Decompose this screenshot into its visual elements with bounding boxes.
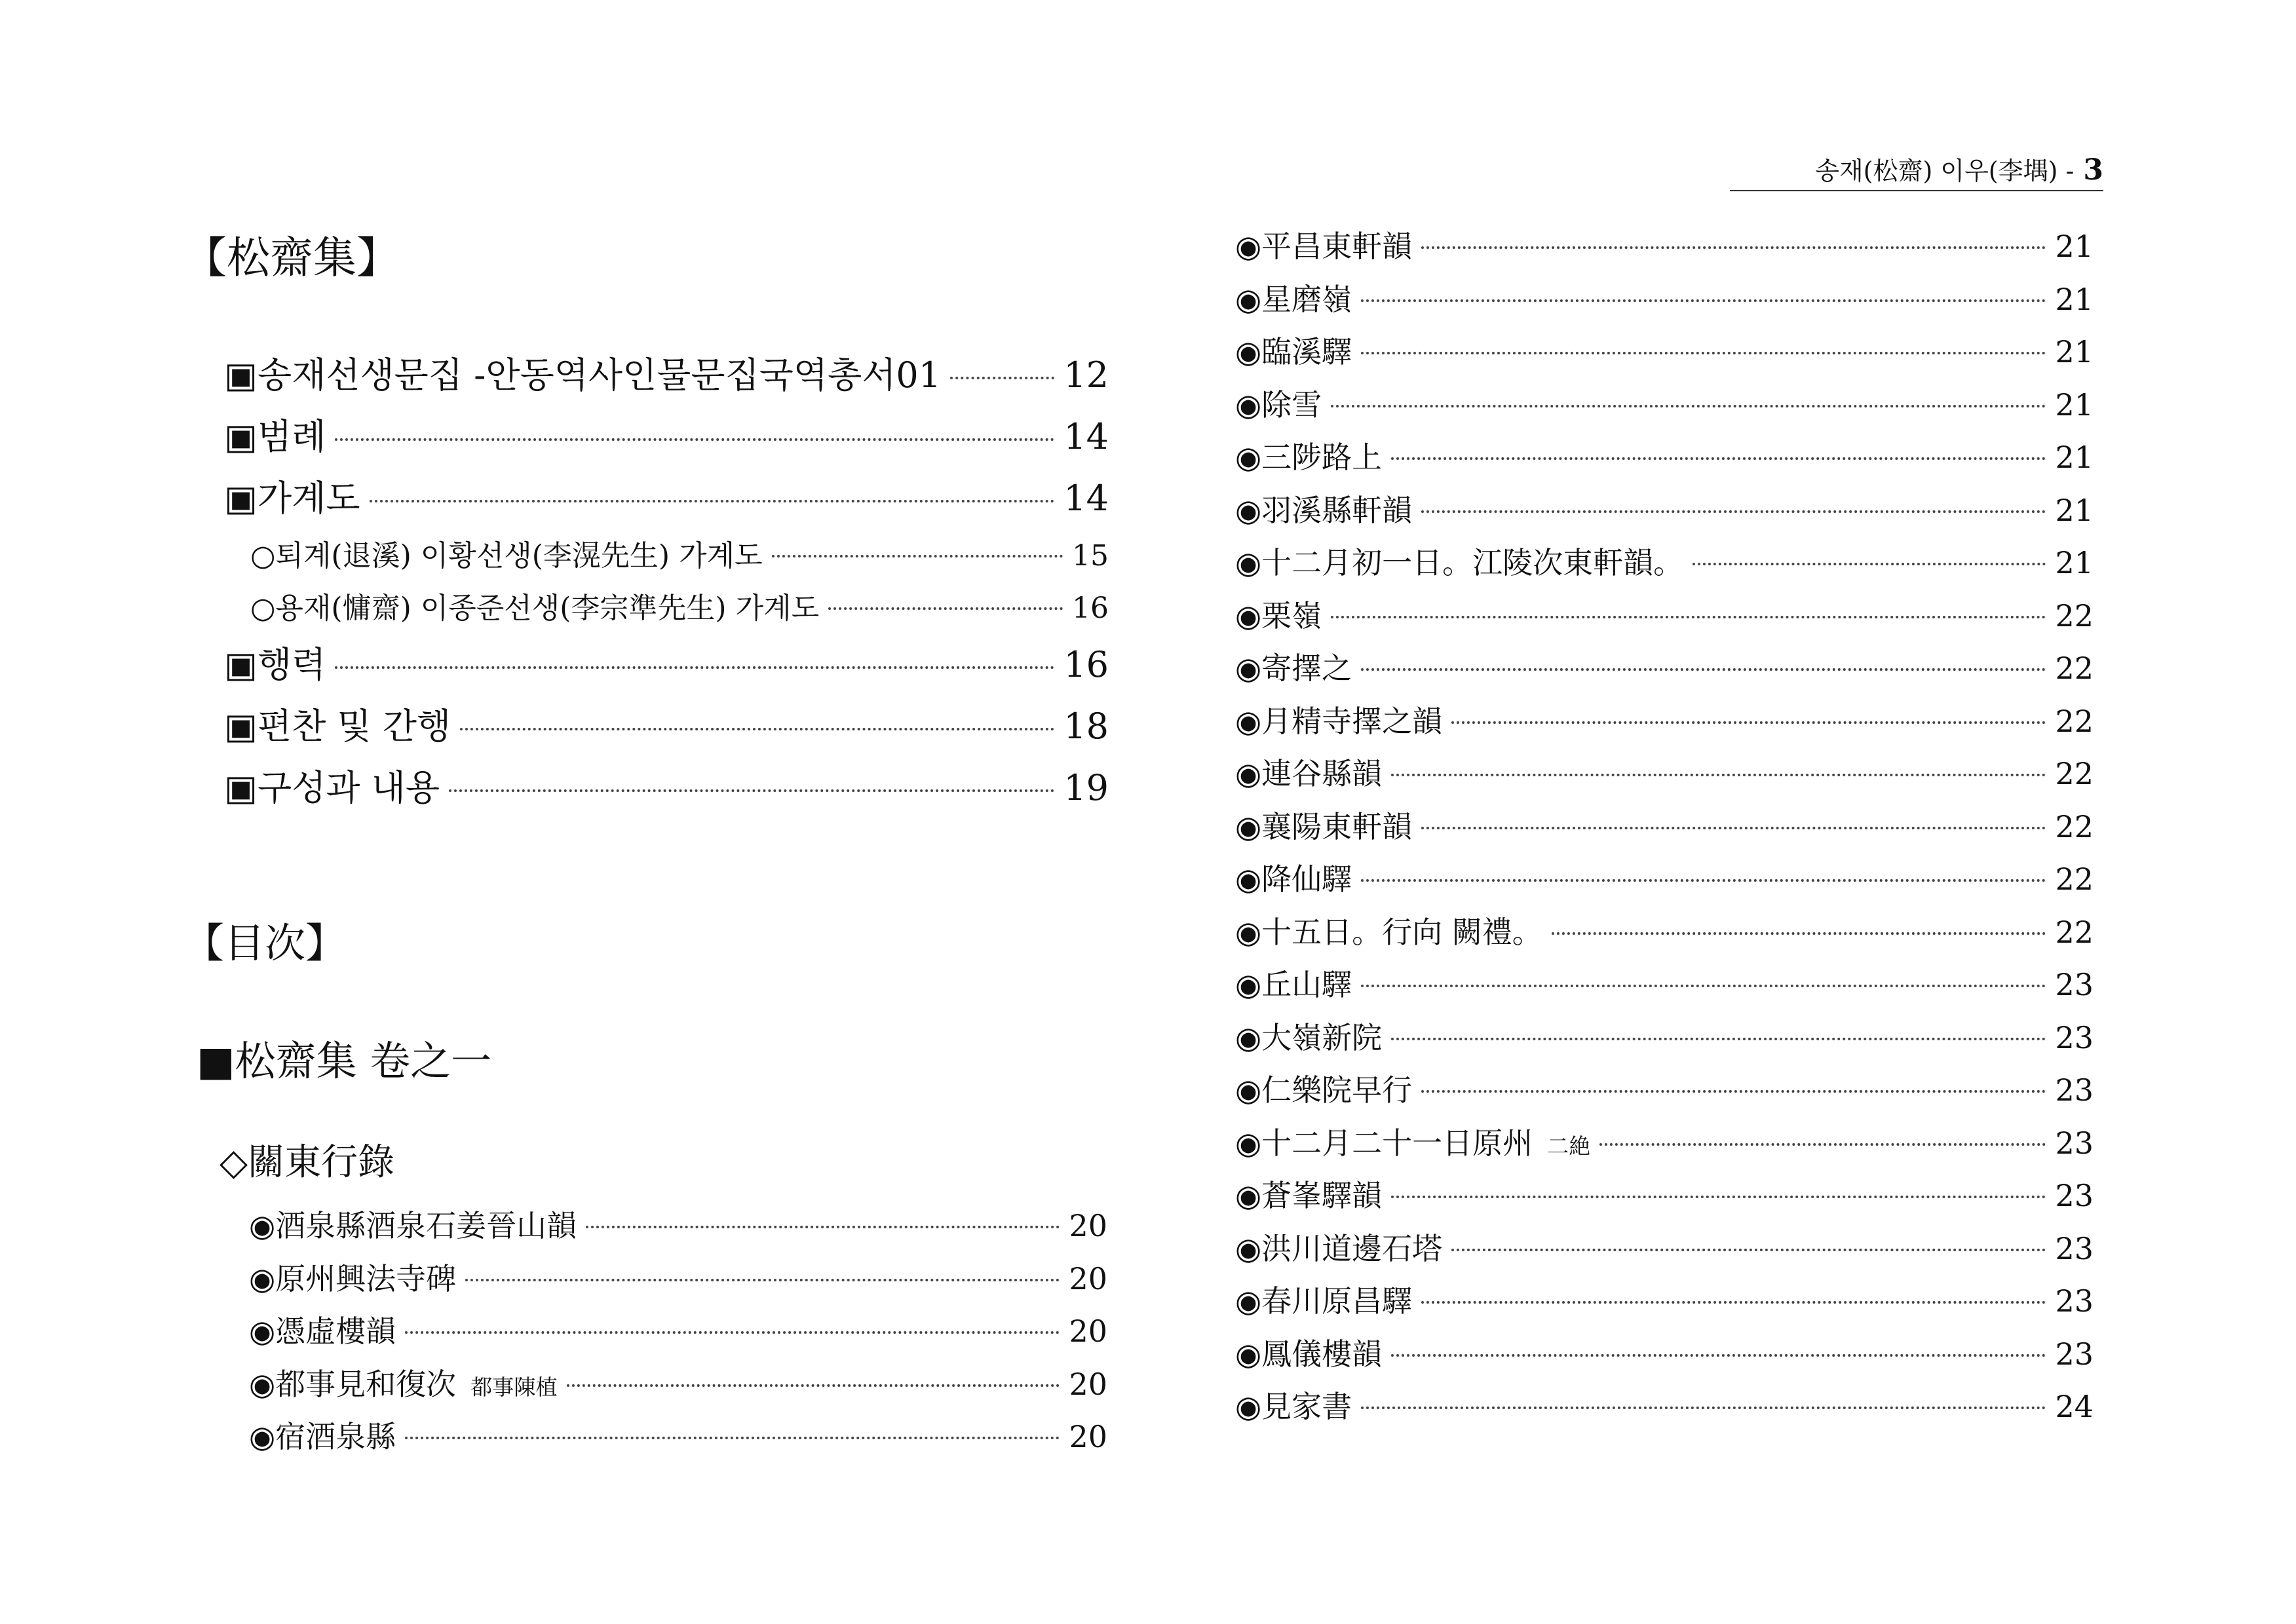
toc-entry-title: 十二月二十一日原州	[1261, 1125, 1533, 1161]
running-title: 송재(松齋) 이우(李堣) -	[1815, 157, 2075, 185]
square-bullet-icon: ▣	[224, 416, 258, 457]
dot-leader	[1421, 510, 2046, 513]
toc-entry-page: 22	[2055, 861, 2094, 897]
toc-entry-page: 20	[1069, 1208, 1107, 1243]
target-bullet-icon: ◉	[1235, 861, 1262, 897]
contents-title: 【目次】	[183, 919, 347, 967]
toc-entry-title: 都事見和復次	[275, 1366, 457, 1402]
target-bullet-icon: ◉	[1235, 914, 1262, 950]
dot-leader	[1421, 1090, 2046, 1093]
toc-entry	[224, 470, 1109, 532]
dot-leader	[1391, 1196, 2046, 1198]
toc-entry-title: 蒼峯驛韻	[1261, 1178, 1383, 1213]
toc-entry	[1235, 909, 2094, 962]
toc-entry-page: 22	[2055, 808, 2094, 844]
toc-entry-page: 22	[2055, 703, 2094, 739]
dot-leader	[1361, 352, 2046, 354]
volume-toc-right	[1235, 223, 2094, 1436]
running-header	[1730, 151, 2103, 191]
toc-entry	[1235, 803, 2094, 856]
toc-entry-title: 三陟路上	[1261, 440, 1383, 475]
toc-entry	[224, 637, 1109, 698]
toc-entry-title: 丘山驛	[1261, 967, 1352, 1002]
toc-entry-title: 仁樂院早行	[1261, 1072, 1413, 1108]
target-bullet-icon: ◉	[1235, 808, 1262, 844]
toc-entry-title: 송재선생문집 -안동역사인물문집국역총서01	[258, 354, 942, 396]
toc-entry-title: 栗嶺	[1261, 597, 1322, 633]
target-bullet-icon: ◉	[1235, 597, 1262, 633]
target-bullet-icon: ◉	[249, 1419, 276, 1454]
toc-entry	[1235, 276, 2094, 329]
toc-entry	[1235, 434, 2094, 487]
toc-entry	[1235, 1225, 2094, 1278]
target-bullet-icon: ◉	[1235, 1389, 1262, 1424]
toc-entry-title: 春川原昌驛	[1261, 1283, 1413, 1319]
toc-entry	[1235, 961, 2094, 1014]
square-bullet-icon: ▣	[224, 354, 258, 396]
dot-leader	[1451, 1249, 2046, 1251]
toc-entry-note: 二絶	[1547, 1133, 1591, 1159]
target-bullet-icon: ◉	[1235, 1019, 1262, 1055]
toc-entry-title: 鳳儀樓韻	[1261, 1336, 1383, 1372]
toc-entry-title: 降仙驛	[1261, 861, 1352, 897]
toc-entry-title: 범례	[258, 416, 326, 457]
dot-leader	[1391, 1354, 2046, 1357]
toc-entry	[249, 1308, 1107, 1361]
toc-entry-page: 22	[2055, 597, 2094, 633]
toc-entry-page: 20	[1069, 1419, 1107, 1454]
dot-leader	[1391, 774, 2046, 776]
toc-entry-page: 23	[2055, 1019, 2094, 1055]
target-bullet-icon: ◉	[1235, 1178, 1262, 1213]
dot-leader	[460, 728, 1054, 730]
toc-entry	[1235, 328, 2094, 381]
toc-entry-page: 24	[2055, 1389, 2094, 1424]
toc-entry-page: 23	[2055, 1178, 2094, 1213]
dot-leader	[1361, 879, 2046, 882]
target-bullet-icon: ◉	[1235, 756, 1262, 791]
dot-leader	[405, 1331, 1060, 1334]
toc-entry-title: 酒泉縣酒泉石姜晉山韻	[275, 1208, 577, 1243]
toc-entry	[1235, 223, 2094, 276]
toc-entry-title: 平昌東軒韻	[1261, 229, 1413, 264]
dot-leader	[1391, 1038, 2046, 1040]
dot-leader	[465, 1279, 1060, 1281]
toc-entry-page: 23	[2055, 1336, 2094, 1372]
toc-entry-page: 16	[1063, 644, 1109, 685]
toc-entry-title: 가계도	[258, 478, 360, 519]
toc-entry-title: 原州興法寺碑	[275, 1260, 457, 1296]
toc-entry-page: 23	[2055, 1230, 2094, 1266]
toc-entry-title: 洪川道邊石塔	[1261, 1230, 1443, 1266]
toc-entry	[1235, 1120, 2094, 1173]
dot-leader	[1421, 1301, 2046, 1304]
toc-entry	[249, 1413, 1107, 1466]
main-title: 【松齋集】	[183, 233, 400, 283]
toc-entry	[1235, 1067, 2094, 1120]
toc-entry-page: 23	[2055, 967, 2094, 1002]
toc-entry	[1235, 1014, 2094, 1067]
toc-entry-title: 퇴계(退溪) 이황선생(李滉先生) 가계도	[275, 539, 763, 573]
target-bullet-icon: ◉	[1235, 1230, 1262, 1266]
dot-leader	[1361, 668, 2046, 671]
dot-leader	[335, 438, 1054, 441]
toc-entry-page: 22	[2055, 914, 2094, 950]
toc-entry-page: 21	[2055, 440, 2094, 475]
section-title: ◇關東行錄	[220, 1141, 395, 1184]
toc-entry-page: 23	[2055, 1283, 2094, 1319]
dot-leader	[1331, 616, 2046, 618]
toc-entry-page: 22	[2055, 651, 2094, 686]
toc-entry-title: 羽溪縣軒韻	[1261, 492, 1413, 528]
square-bullet-icon: ▣	[224, 767, 258, 808]
toc-entry	[224, 584, 1109, 637]
volume-title: ■松齋集 卷之一	[197, 1037, 492, 1085]
toc-entry-page: 21	[2055, 492, 2094, 528]
dot-leader	[1391, 457, 2046, 460]
dot-leader	[772, 555, 1063, 557]
toc-entry-page: 20	[1069, 1260, 1107, 1296]
dot-leader	[1552, 932, 2046, 935]
toc-entry-title: 용재(慵齋) 이종준선생(李宗準先生) 가계도	[275, 592, 820, 625]
toc-entry	[1235, 381, 2094, 434]
target-bullet-icon: ◉	[1235, 281, 1262, 317]
toc-entry-title: 大嶺新院	[1261, 1019, 1383, 1055]
toc-entry	[1235, 592, 2094, 645]
dot-leader	[1421, 827, 2046, 829]
toc-entry-title: 憑虛樓韻	[275, 1313, 396, 1349]
toc-entry-page: 21	[2055, 387, 2094, 423]
dot-leader	[1693, 563, 2046, 565]
toc-entry	[224, 347, 1109, 409]
target-bullet-icon: ◉	[249, 1366, 276, 1402]
toc-entry	[1235, 487, 2094, 540]
toc-entry-title: 十五日。行向 闕禮。	[1261, 914, 1542, 950]
dot-leader	[1421, 246, 2046, 249]
dot-leader	[1451, 721, 2046, 724]
toc-entry-title: 見家書	[1261, 1389, 1352, 1424]
toc-entry-page: 16	[1072, 592, 1109, 625]
toc-entry	[249, 1202, 1107, 1255]
toc-entry-page: 14	[1063, 478, 1109, 519]
target-bullet-icon: ◉	[249, 1313, 276, 1349]
toc-entry-page: 22	[2055, 756, 2094, 791]
dot-leader	[335, 666, 1054, 669]
target-bullet-icon: ◉	[249, 1208, 276, 1243]
toc-entry-title: 星磨嶺	[1261, 281, 1352, 317]
dot-leader	[1331, 405, 2046, 407]
dot-leader	[1361, 299, 2046, 302]
square-bullet-icon: ▣	[224, 706, 258, 747]
target-bullet-icon: ◉	[1235, 492, 1262, 528]
dot-leader	[950, 377, 1054, 379]
target-bullet-icon: ◉	[1235, 1283, 1262, 1319]
toc-entry	[1235, 750, 2094, 803]
toc-entry-page: 19	[1063, 767, 1109, 808]
toc-entry-title: 連谷縣韻	[1261, 756, 1383, 791]
toc-entry-page: 15	[1072, 539, 1109, 573]
toc-entry-page: 21	[2055, 281, 2094, 317]
dot-leader	[1599, 1143, 2046, 1146]
toc-entry-page: 23	[2055, 1072, 2094, 1108]
toc-entry	[1235, 1331, 2094, 1384]
toc-entry-title: 행력	[258, 644, 326, 685]
toc-entry	[1235, 1277, 2094, 1331]
target-bullet-icon: ◉	[1235, 651, 1262, 686]
target-bullet-icon: ◉	[1235, 229, 1262, 264]
target-bullet-icon: ◉	[1235, 334, 1262, 369]
toc-entry-page: 23	[2055, 1125, 2094, 1161]
toc-entry-page: 12	[1063, 354, 1109, 396]
toc-entry	[1235, 856, 2094, 909]
target-bullet-icon: ◉	[1235, 703, 1262, 739]
dot-leader	[586, 1226, 1060, 1228]
toc-entry-page: 20	[1069, 1366, 1107, 1402]
toc-entry-title: 편찬 및 간행	[258, 706, 451, 747]
toc-entry-title: 十二月初一日。江陵次東軒韻。	[1261, 545, 1684, 580]
target-bullet-icon: ◉	[1235, 440, 1262, 475]
dot-leader	[1361, 985, 2046, 987]
page-number: 3	[2083, 153, 2103, 187]
toc-entry	[224, 532, 1109, 584]
toc-entry	[1235, 539, 2094, 592]
toc-entry	[249, 1255, 1107, 1308]
circle-bullet-icon: ○	[250, 592, 276, 625]
toc-entry	[224, 698, 1109, 760]
toc-entry	[1235, 1383, 2094, 1436]
square-bullet-icon: ▣	[224, 478, 258, 519]
dot-leader	[449, 789, 1054, 792]
toc-entry-page: 21	[2055, 229, 2094, 264]
target-bullet-icon: ◉	[1235, 387, 1262, 423]
toc-entry-title: 구성과 내용	[258, 767, 440, 808]
toc-entry	[249, 1361, 1107, 1414]
target-bullet-icon: ◉	[1235, 1125, 1262, 1161]
volume-toc-left	[249, 1202, 1107, 1466]
toc-entry	[1235, 645, 2094, 698]
toc-entry-title: 宿酒泉縣	[275, 1419, 396, 1454]
circle-bullet-icon: ○	[250, 539, 276, 573]
square-bullet-icon: ▣	[224, 644, 258, 685]
dot-leader	[828, 607, 1063, 610]
toc-entry-note: 都事陳植	[470, 1374, 558, 1400]
toc-entry	[1235, 1172, 2094, 1225]
toc-entry	[224, 409, 1109, 470]
toc-entry-title: 月精寺擇之韻	[1261, 703, 1443, 739]
dot-leader	[370, 500, 1055, 502]
target-bullet-icon: ◉	[1235, 1072, 1262, 1108]
toc-entry-page: 21	[2055, 545, 2094, 580]
dot-leader	[1361, 1407, 2046, 1409]
toc-entry-page: 20	[1069, 1313, 1107, 1349]
toc-entry-title: 襄陽東軒韻	[1261, 808, 1413, 844]
toc-entry-page: 14	[1063, 416, 1109, 457]
dot-leader	[567, 1384, 1060, 1387]
target-bullet-icon: ◉	[1235, 967, 1262, 1002]
toc-entry-page: 21	[2055, 334, 2094, 369]
dot-leader	[405, 1437, 1060, 1439]
toc-entry-page: 18	[1063, 706, 1109, 747]
toc-entry-title: 寄擇之	[1261, 651, 1352, 686]
toc-entry-title: 臨溪驛	[1261, 334, 1352, 369]
target-bullet-icon: ◉	[1235, 1336, 1262, 1372]
target-bullet-icon: ◉	[249, 1260, 276, 1296]
intro-toc	[224, 347, 1109, 821]
toc-entry-title: 除雪	[1261, 387, 1322, 423]
toc-entry	[224, 760, 1109, 821]
target-bullet-icon: ◉	[1235, 545, 1262, 580]
toc-entry	[1235, 698, 2094, 751]
